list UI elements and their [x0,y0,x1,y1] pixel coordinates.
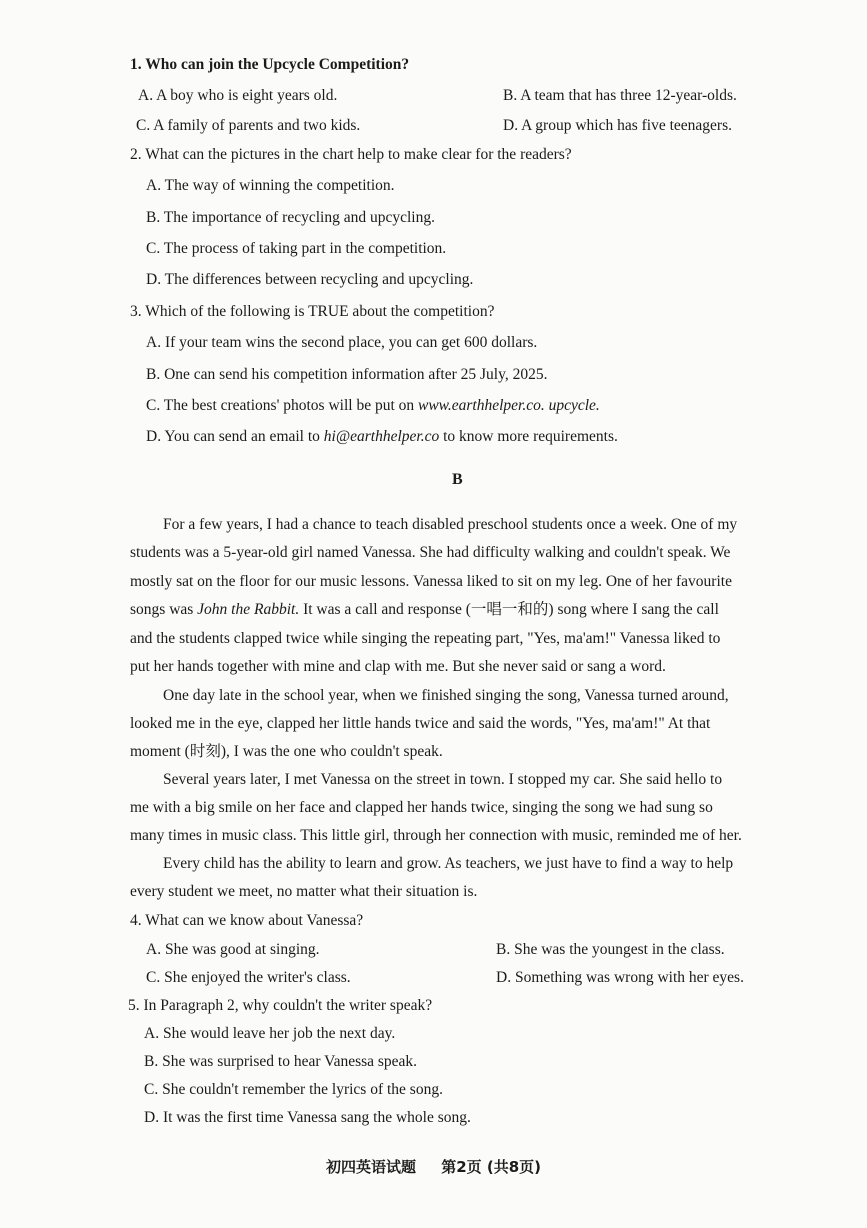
question-4-option-b: B. She was the youngest in the class. [496,941,725,958]
passage-line: and the students clapped twice while singing the repeating part, "Yes, ma'am!" Vanessa liked to [130,630,721,647]
question-2-option-b: B. The importance of recycling and upcycling. [146,209,435,226]
passage-line: put her hands together with mine and clap with me. But she never said or sang a word. [130,658,666,675]
passage-line: me with a big smile on her face and clapped her hands twice, singing the song we had sung so [130,799,713,816]
passage-line: mostly sat on the floor for our music lessons. Vanessa liked to sit on my leg. One of her favourite [130,573,732,590]
question-4-option-d: D. Something was wrong with her eyes. [496,969,744,986]
question-3-stem: 3. Which of the following is TRUE about the competition? [130,303,495,320]
question-3-option-d [146,427,618,447]
section-b-heading: B [452,471,463,488]
page-number: 第2页 (共8页) [441,1158,542,1176]
passage-text: songs was [130,601,198,618]
page-footer [0,1156,867,1177]
question-1-option-b: B. A team that has three 12-year-olds. [503,87,737,104]
question-3-website: www.earthhelper.co. upcycle. [418,397,600,414]
passage-line: moment (时刻), I was the one who couldn't speak. [130,743,443,760]
passage-line: For a few years, I had a chance to teach disabled preschool students once a week. One of my [163,516,738,533]
question-4-option-a: A. She was good at singing. [146,941,320,958]
passage-line: looked me in the eye, clapped her little hands twice and said the words, "Yes, ma'am!" At that [130,715,711,732]
question-5-option-c: C. She couldn't remember the lyrics of the song. [144,1081,443,1098]
question-2-option-d: D. The differences between recycling and upcycling. [146,271,474,288]
passage-line: One day late in the school year, when we finished singing the song, Vanessa turned around, [163,687,729,704]
question-3-option-d-text: D. You can send an email to [146,428,324,445]
question-5-option-b: B. She was surprised to hear Vanessa speak. [144,1053,418,1070]
question-1-stem: 1. Who can join the Upcycle Competition? [130,56,410,73]
exam-title: 初四英语试题 [325,1158,416,1176]
passage-text: It was a call and response (一唱一和的) song where I sang the call [299,601,719,618]
passage-line [130,600,719,620]
question-3-option-a: A. If your team wins the second place, you can get 600 dollars. [146,334,538,351]
question-3-email: hi@earthhelper.co [323,428,440,445]
question-3-option-d-tail: to know more requirements. [439,428,618,445]
question-2-option-c: C. The process of taking part in the competition. [146,240,447,257]
question-2-option-a: A. The way of winning the competition. [146,177,395,194]
question-5-option-d: D. It was the first time Vanessa sang the whole song. [144,1109,471,1126]
question-3-option-c-text: C. The best creations' photos will be put on [146,397,418,414]
question-2-stem: 2. What can the pictures in the chart help to make clear for the readers? [130,146,572,163]
passage-line: students was a 5-year-old girl named Vanessa. She had difficulty walking and couldn't speak. We [130,544,731,561]
question-3-option-c [146,396,600,416]
passage-line: every student we meet, no matter what their situation is. [130,883,478,900]
question-3-option-b: B. One can send his competition information after 25 July, 2025. [146,366,548,383]
question-5-option-a: A. She would leave her job the next day. [144,1025,396,1042]
question-1-option-c: C. A family of parents and two kids. [136,117,361,134]
question-4-option-c: C. She enjoyed the writer's class. [146,969,351,986]
question-1-option-a: A. A boy who is eight years old. [138,87,338,104]
question-5-stem: 5. In Paragraph 2, why couldn't the writer speak? [128,997,433,1014]
question-4-stem: 4. What can we know about Vanessa? [130,912,364,929]
question-1-option-d: D. A group which has five teenagers. [503,117,732,134]
passage-line: many times in music class. This little girl, through her connection with music, reminded me of her. [130,827,742,844]
passage-line: Every child has the ability to learn and grow. As teachers, we just have to find a way to help [163,855,734,872]
passage-line: Several years later, I met Vanessa on the street in town. I stopped my car. She said hello to [163,771,723,788]
song-title: John the Rabbit. [197,601,300,618]
